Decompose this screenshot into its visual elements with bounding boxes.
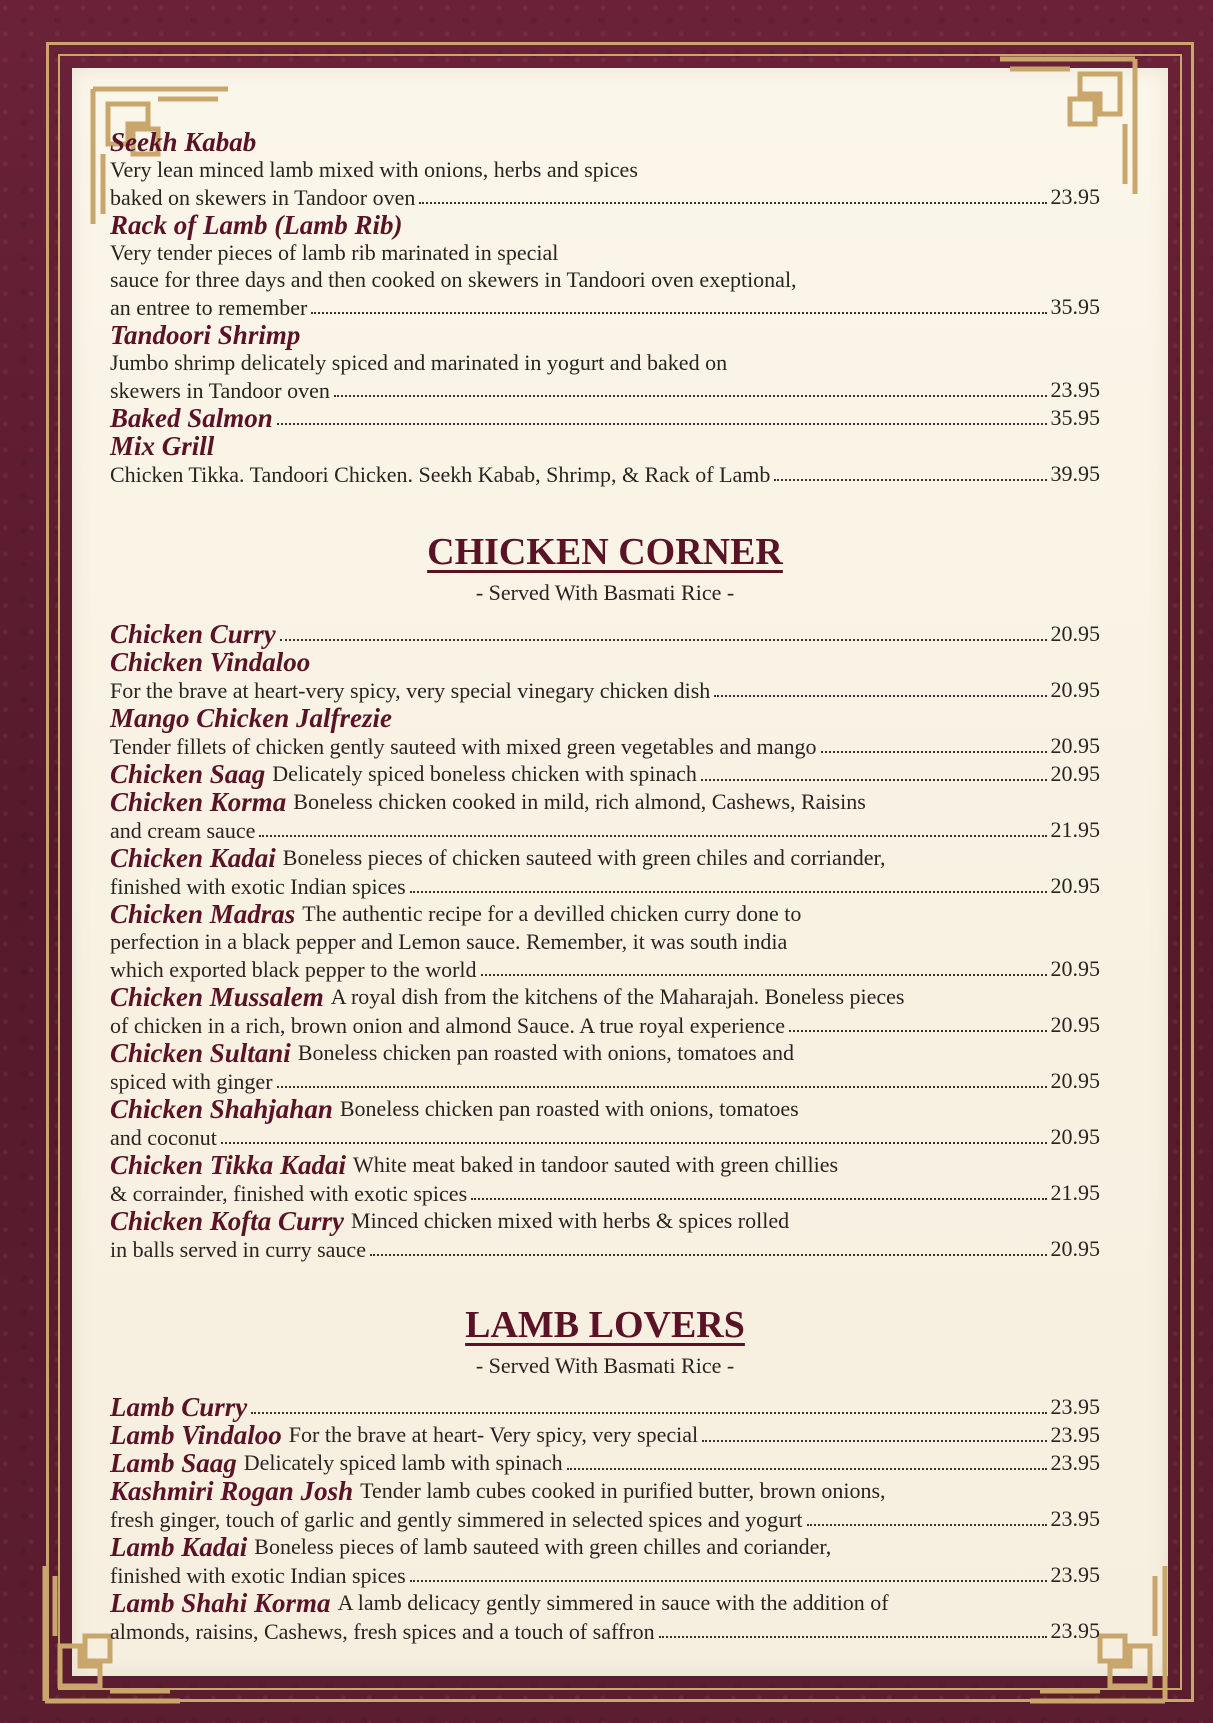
menu-item-description: Boneless chicken pan roasted with onions, tomatoes and [297, 1040, 794, 1065]
menu-item-description: Delicately spiced boneless chicken with spinach [272, 761, 697, 786]
menu-item-price: 21.95 [1050, 1180, 1100, 1205]
menu-item-price: 20.95 [1050, 956, 1100, 981]
menu-item-description: spiced with ginger [110, 1069, 273, 1094]
menu-item-description: Tender fillets of chicken gently sauteed with mixed green vegetables and mango [110, 734, 817, 759]
menu-item-description: and coconut [110, 1125, 217, 1150]
menu-item-price: 20.95 [1050, 1124, 1100, 1149]
menu-item-name: Chicken Madras [110, 899, 296, 929]
dot-leader [714, 695, 1046, 697]
menu-item-name: Tandoori Shrimp [110, 320, 301, 350]
menu-item-price: 39.95 [1050, 461, 1100, 486]
menu-item-description: perfection in a black pepper and Lemon sauce. Remember, it was south india [110, 929, 788, 954]
menu-item-price: 23.95 [1050, 1506, 1100, 1531]
menu-item-description: fresh ginger, touch of garlic and gently simmered in selected spices and yogurt [110, 1507, 803, 1532]
dot-leader [311, 312, 1046, 314]
dot-leader [471, 1198, 1046, 1200]
menu-item-name: Chicken Kadai [110, 843, 276, 873]
menu-item [110, 1477, 1100, 1533]
menu-item-description: of chicken in a rich, brown onion and almond Sauce. A true royal experience [110, 1013, 786, 1038]
menu-item-description: in balls served in curry sauce [110, 1237, 366, 1262]
menu-item-description: For the brave at heart-very spicy, very special vinegary chicken dish [110, 678, 711, 703]
menu-item [110, 1449, 1100, 1477]
menu-item-description: an entree to remember [110, 295, 308, 320]
menu-content [110, 128, 1100, 1668]
menu-item-name: Lamb Saag [110, 1448, 237, 1478]
menu-item [110, 432, 1100, 488]
menu-item-price: 20.95 [1050, 761, 1100, 786]
menu-item [110, 760, 1100, 788]
dot-leader [410, 1580, 1047, 1582]
dot-leader [774, 479, 1046, 481]
menu-item-name: Chicken Kofta Curry [110, 1206, 345, 1236]
menu-item-description: Minced chicken mixed with herbs & spices rolled [351, 1208, 790, 1233]
menu-item-description: Boneless chicken pan roasted with onions, tomatoes [339, 1096, 799, 1121]
menu-item [110, 1151, 1100, 1207]
menu-item-name: Seekh Kabab [110, 127, 257, 157]
menu-item [110, 704, 1100, 760]
menu-item-price: 35.95 [1050, 405, 1100, 430]
dot-leader [334, 395, 1047, 397]
section-title-lamb: LAMB LOVERS [465, 1304, 745, 1346]
menu-item-description: Chicken Tikka. Tandoori Chicken. Seekh Kabab, Shrimp, & Rack of Lamb [110, 462, 771, 487]
menu-item [110, 983, 1100, 1039]
menu-item-name: Lamb Kadai [110, 1532, 248, 1562]
menu-item [110, 900, 1100, 983]
menu-item-price: 23.95 [1050, 377, 1100, 402]
dot-leader [702, 1440, 1046, 1442]
menu-item-price: 23.95 [1050, 1450, 1100, 1475]
dot-leader [789, 1030, 1046, 1032]
menu-item-description: sauce for three days and then cooked on skewers in Tandoori oven exeptional, [110, 267, 797, 292]
menu-item [110, 1095, 1100, 1151]
menu-item [110, 404, 1100, 432]
menu-item [110, 788, 1100, 844]
menu-item [110, 1421, 1100, 1449]
menu-item-description: White meat baked in tandoor sauted with green chillies [353, 1152, 839, 1177]
menu-item [110, 1533, 1100, 1589]
dot-leader [659, 1636, 1047, 1638]
dot-leader [419, 202, 1046, 204]
menu-item-name: Lamb Vindaloo [110, 1420, 282, 1450]
dot-leader [410, 891, 1047, 893]
dot-leader [277, 1086, 1047, 1088]
menu-item-name: Lamb Shahi Korma [110, 1588, 331, 1618]
dot-leader [277, 423, 1047, 425]
menu-item-description: which exported black pepper to the world [110, 957, 477, 982]
dot-leader [370, 1254, 1047, 1256]
section-title-chicken: CHICKEN CORNER [427, 531, 783, 573]
menu-item-name: Chicken Mussalem [110, 982, 324, 1012]
menu-item [110, 1207, 1100, 1263]
menu-item-description: skewers in Tandoor oven [110, 378, 330, 403]
menu-item [110, 211, 1100, 321]
menu-item-name: Kashmiri Rogan Josh [110, 1476, 354, 1506]
dot-leader [221, 1142, 1047, 1144]
menu-item-price: 20.95 [1050, 1012, 1100, 1037]
menu-item [110, 844, 1100, 900]
menu-item-name: Lamb Curry [110, 1392, 248, 1422]
menu-item-price: 20.95 [1050, 621, 1100, 646]
menu-item-description: Very lean minced lamb mixed with onions, herbs and spices [110, 157, 638, 182]
menu-item [110, 620, 1100, 648]
menu-item-name: Chicken Saag [110, 759, 266, 789]
menu-item-price: 23.95 [1050, 1562, 1100, 1587]
menu-item-name: Chicken Shahjahan [110, 1094, 333, 1124]
menu-item-name: Chicken Tikka Kadai [110, 1150, 347, 1180]
menu-item-description: The authentic recipe for a devilled chicken curry done to [302, 901, 802, 926]
menu-item-description: & corrainder, finished with exotic spices [110, 1181, 468, 1206]
menu-item-description: Delicately spiced lamb with spinach [243, 1450, 563, 1475]
menu-item-description: Boneless pieces of lamb sauteed with green chilles and coriander, [254, 1534, 832, 1559]
menu-item-price: 20.95 [1050, 1068, 1100, 1093]
dot-leader [251, 1412, 1046, 1414]
menu-item-name: Chicken Sultani [110, 1038, 291, 1068]
dot-leader [481, 974, 1047, 976]
menu-item-price: 20.95 [1050, 677, 1100, 702]
menu-item-description: and cream sauce [110, 818, 256, 843]
menu-item-name: Rack of Lamb (Lamb Rib) [110, 210, 403, 240]
menu-item-name: Chicken Curry [110, 619, 276, 649]
menu-item-description: almonds, raisins, Cashews, fresh spices and a touch of saffron [110, 1619, 655, 1644]
menu-item-price: 35.95 [1050, 294, 1100, 319]
menu-item-description: finished with exotic Indian spices [110, 874, 406, 899]
menu-item [110, 1589, 1100, 1645]
menu-item-price: 23.95 [1050, 1394, 1100, 1419]
menu-item-name: Mango Chicken Jalfrezie [110, 703, 393, 733]
menu-item-name: Mix Grill [110, 431, 215, 461]
menu-item-name: Baked Salmon [110, 403, 273, 433]
menu-item-price: 20.95 [1050, 873, 1100, 898]
menu-item-price: 20.95 [1050, 1236, 1100, 1261]
menu-item-description: finished with exotic Indian spices [110, 1563, 406, 1588]
menu-item-description: Boneless pieces of chicken sauteed with green chiles and corriander, [282, 845, 886, 870]
menu-item-description: Tender lamb cubes cooked in purified butter, brown onions, [360, 1478, 886, 1503]
menu-item-description: Boneless chicken cooked in mild, rich almond, Cashews, Raisins [293, 789, 866, 814]
dot-leader [259, 835, 1046, 837]
menu-item-description: A royal dish from the kitchens of the Maharajah. Boneless pieces [330, 984, 905, 1009]
dot-leader [567, 1468, 1047, 1470]
menu-item [110, 321, 1100, 404]
tandoor-items-list [110, 128, 1100, 488]
menu-item-price: 23.95 [1050, 184, 1100, 209]
menu-item-name: Chicken Vindaloo [110, 647, 311, 677]
lamb-items-list [110, 1393, 1100, 1645]
menu-item-description: Jumbo shrimp delicately spiced and marinated in yogurt and baked on [110, 350, 728, 375]
chicken-items-list [110, 620, 1100, 1263]
dot-leader [821, 751, 1047, 753]
dot-leader [701, 779, 1047, 781]
dot-leader [280, 639, 1047, 641]
menu-item-description: Very tender pieces of lamb rib marinated in special [110, 240, 559, 265]
menu-item-price: 23.95 [1050, 1618, 1100, 1643]
dot-leader [807, 1524, 1047, 1526]
menu-item-description: baked on skewers in Tandoor oven [110, 185, 416, 210]
menu-item [110, 1393, 1100, 1421]
menu-item-price: 20.95 [1050, 733, 1100, 758]
menu-item-description: A lamb delicacy gently simmered in sauce with the addition of [337, 1590, 889, 1615]
menu-item-name: Chicken Korma [110, 787, 287, 817]
menu-item [110, 1039, 1100, 1095]
menu-item [110, 648, 1100, 704]
section-subtitle-chicken: - Served With Basmati Rice - [475, 580, 735, 605]
section-subtitle-lamb: - Served With Basmati Rice - [475, 1353, 735, 1378]
menu-item [110, 128, 1100, 211]
menu-item-price: 21.95 [1050, 817, 1100, 842]
menu-item-price: 23.95 [1050, 1422, 1100, 1447]
menu-item-description: For the brave at heart- Very spicy, very special [288, 1422, 699, 1447]
